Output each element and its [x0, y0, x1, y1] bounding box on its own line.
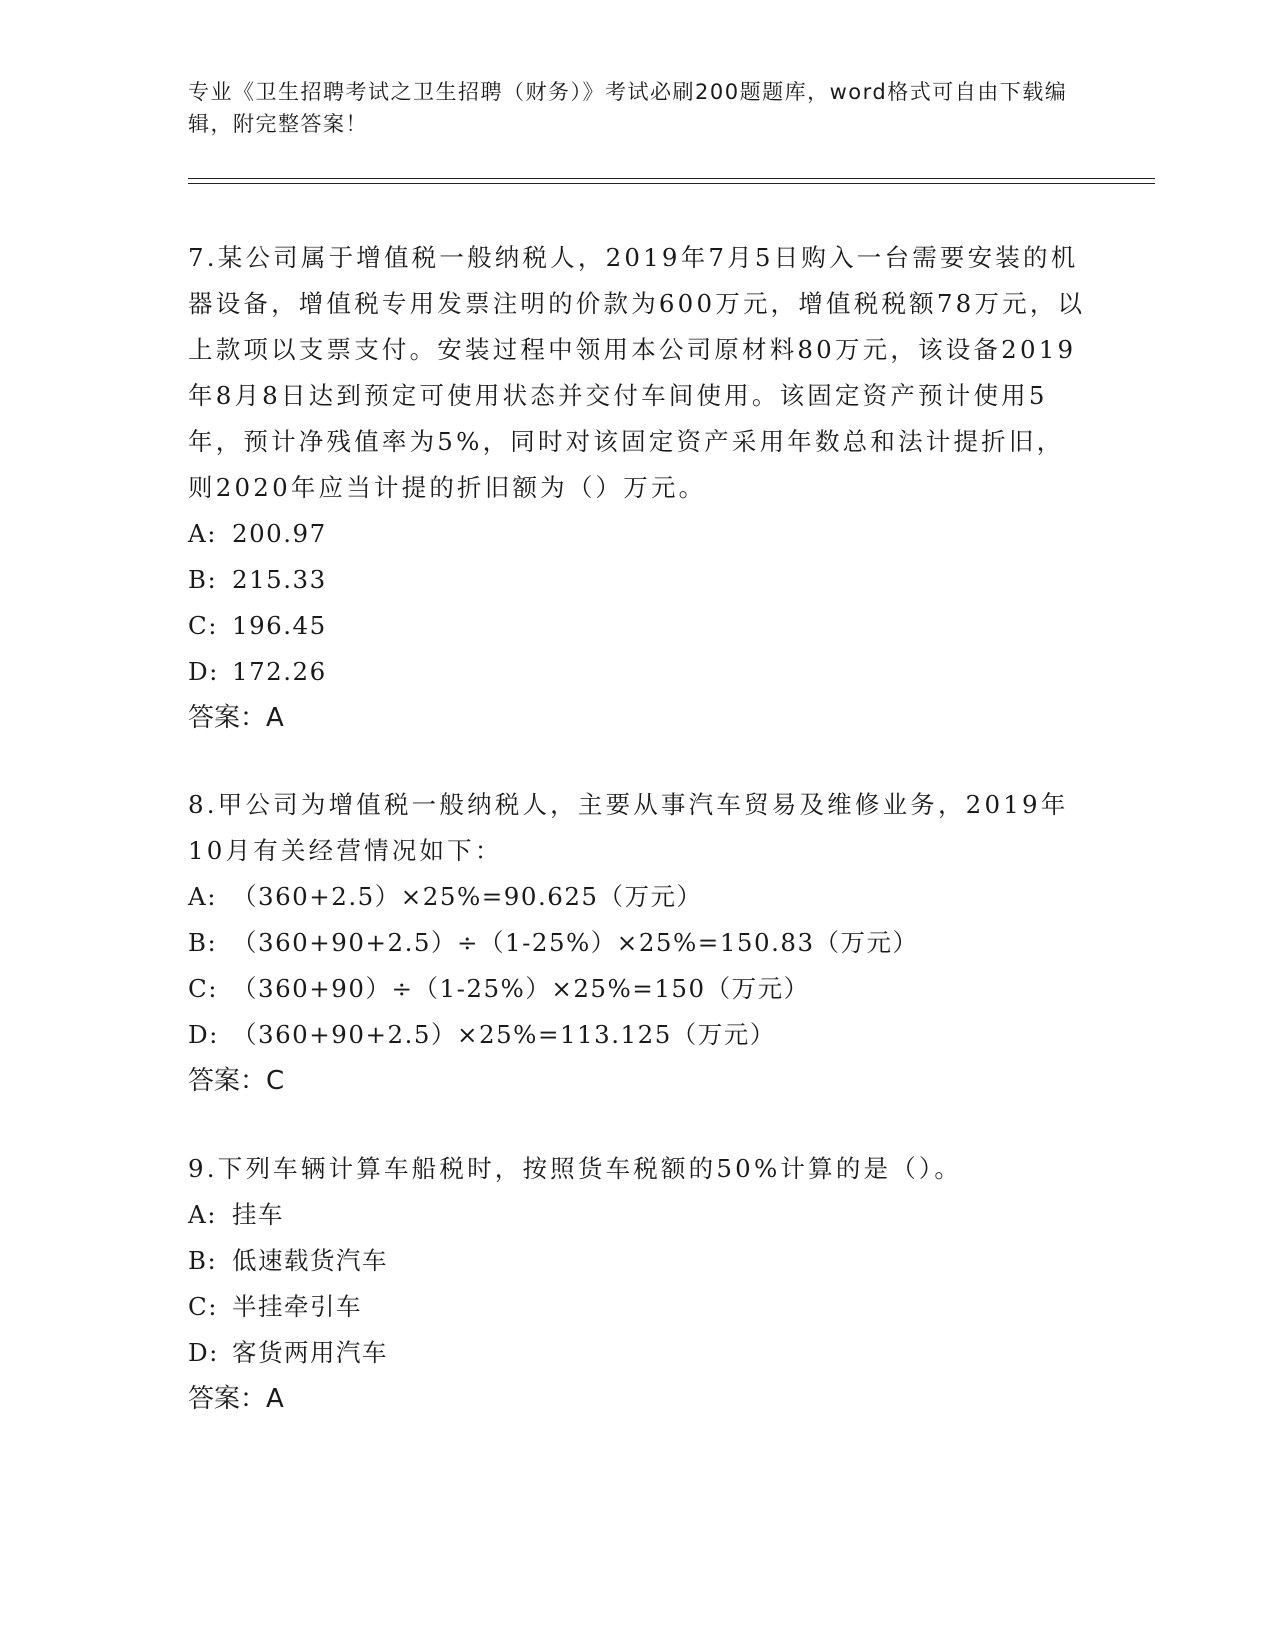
option-text: （360+90+2.5）÷（1-25%）×25%=150.83（万元）: [232, 928, 919, 957]
option-label: A:: [188, 1200, 217, 1229]
option-label: D:: [188, 657, 219, 686]
option-label: A:: [188, 519, 217, 548]
option-text: 半挂牵引车: [232, 1292, 362, 1321]
header-divider-bottom: [188, 183, 1155, 184]
option-label: B:: [188, 565, 218, 594]
question-stem: 9.下列车辆计算车船税时，按照货车税额的50%计算的是（）。: [188, 1154, 963, 1183]
option-c: [188, 966, 1088, 1012]
question-9: [188, 1146, 1088, 1422]
answer-line: 答案：A: [188, 703, 284, 733]
option-c: [188, 603, 1088, 649]
option-label: A:: [188, 882, 217, 911]
option-b: [188, 1238, 1088, 1284]
option-c: [188, 1284, 1088, 1330]
option-label: B:: [188, 928, 218, 957]
option-label: B:: [188, 1246, 218, 1275]
option-text: 200.97: [232, 519, 327, 548]
option-text: 172.26: [232, 657, 327, 686]
answer-line: 答案：C: [188, 1066, 285, 1096]
option-a: [188, 511, 1088, 557]
option-d: [188, 1330, 1088, 1376]
option-a: [188, 1192, 1088, 1238]
option-d: [188, 649, 1088, 695]
question-stem: 7.某公司属于增值税一般纳税人，2019年7月5日购入一台需要安装的机器设备，增值税专用发票注明的价款为600万元，增值税税额78万元，以上款项以支票支付。安装过程中领用本公司原材料80万元，该设备2019年8月8日达到预定可使用状态并交付车间使用。该固定资产预计使用5年，预计净残值率为5%，同时对该固定资产采用年数总和法计提折旧，则2020年应当计提的折旧额为（）万元。: [188, 243, 1086, 502]
option-text: 客货两用汽车: [232, 1338, 388, 1367]
header-divider-top: [188, 178, 1155, 179]
option-text: 低速载货汽车: [232, 1246, 388, 1275]
document-header: 专业《卫生招聘考试之卫生招聘（财务）》考试必刷200题题库，word格式可自由下载编辑，附完整答案！: [188, 80, 1068, 136]
option-text: （360+90）÷（1-25%）×25%=150（万元）: [232, 974, 810, 1003]
option-label: C:: [188, 1292, 219, 1321]
question-stem: 8.甲公司为增值税一般纳税人，主要从事汽车贸易及维修业务，2019年10月有关经营情况如下：: [188, 790, 1069, 865]
option-text: 挂车: [232, 1200, 284, 1229]
option-d: [188, 1012, 1088, 1058]
option-label: C:: [188, 611, 219, 640]
question-8: [188, 782, 1088, 1104]
option-b: [188, 920, 1088, 966]
question-7: [188, 235, 1088, 741]
option-a: [188, 874, 1088, 920]
option-text: （360+90+2.5）×25%=113.125（万元）: [232, 1020, 776, 1049]
option-text: （360+2.5）×25%=90.625（万元）: [232, 882, 703, 911]
option-text: 215.33: [232, 565, 327, 594]
option-text: 196.45: [232, 611, 327, 640]
option-label: C:: [188, 974, 219, 1003]
option-label: D:: [188, 1020, 219, 1049]
option-b: [188, 557, 1088, 603]
option-label: D:: [188, 1338, 219, 1367]
answer-line: 答案：A: [188, 1384, 284, 1414]
